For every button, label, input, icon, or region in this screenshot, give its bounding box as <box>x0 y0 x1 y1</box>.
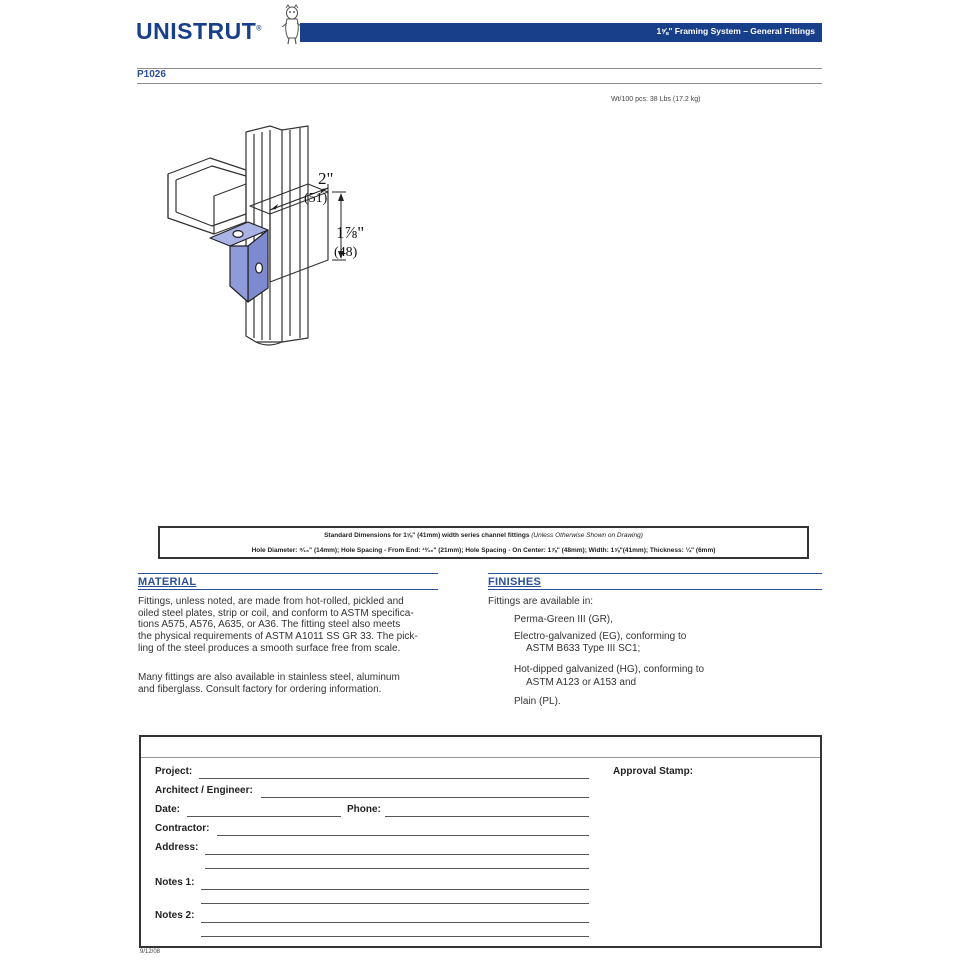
material-paragraph-2 <box>138 672 400 695</box>
address-label: Address: <box>155 842 199 853</box>
part-number: P1026 <box>137 69 166 80</box>
divider-top <box>137 68 822 69</box>
material-heading: MATERIAL <box>138 576 197 588</box>
header-bar <box>300 23 822 42</box>
standard-dimensions-title: Standard Dimensions for 1⅝" (41mm) width series channel fittings <box>324 532 530 539</box>
material-line: Fittings, unless noted, are made from hot-rolled, pickled and <box>138 596 404 607</box>
logo-registered-mark: ® <box>256 25 262 33</box>
logo-text: UNISTRUT <box>136 18 257 44</box>
finish-item: ASTM B633 Type III SC1; <box>526 643 641 654</box>
dim-height-mm: (48) <box>334 245 358 260</box>
architect-field[interactable] <box>261 797 589 798</box>
part-weight: Wt/100 pcs: 38 Lbs (17.2 kg) <box>611 96 701 103</box>
material-line: Many fittings are also available in stainless steel, aluminum <box>138 672 400 683</box>
material-rule-bottom <box>138 589 438 590</box>
dim-width-mm: (51) <box>304 191 328 206</box>
notes-1-field[interactable] <box>201 889 589 890</box>
material-line: tions A575, A576, A635, or A36. The fitting steel also meets <box>138 619 401 631</box>
address-field[interactable] <box>205 854 589 855</box>
date-label: Date: <box>155 804 181 815</box>
material-line: the physical requirements of ASTM A1011 SS GR 33. The pick- <box>138 631 418 643</box>
finish-item: Electro-galvanized (EG), conforming to <box>514 631 687 642</box>
phone-field[interactable] <box>385 816 589 817</box>
contractor-field[interactable] <box>217 835 589 836</box>
standard-dimensions-values: Hole Diameter: ⁹⁄₁₆" (14mm); Hole Spacing - From End: ¹³⁄₁₆" (21mm); Hole Spacing - On Center: 1⅞" (48mm); Width: 1⅝"(41mm); Thickness: ¼" (6mm) <box>251 547 716 554</box>
divider-part <box>137 83 822 84</box>
architect-label: Architect / Engineer: <box>155 785 253 796</box>
material-line: ling of the steel produces a smooth surface free from scale. <box>138 642 401 654</box>
material-paragraph-1 <box>138 596 418 655</box>
finish-item: Perma-Green III (GR), <box>514 614 613 625</box>
material-line: oiled steel plates, strip or coil, and conform to ASTM specifica- <box>138 607 414 619</box>
finishes-rule-bottom <box>488 589 822 590</box>
project-label: Project: <box>155 766 193 777</box>
finish-item: ASTM A123 or A153 and <box>526 677 637 688</box>
notes-2-field-line-2[interactable] <box>201 936 589 937</box>
notes-2-field[interactable] <box>201 922 589 923</box>
standard-dimensions-box <box>158 526 809 559</box>
dim-width-inch: 2" <box>318 169 334 188</box>
standard-dimensions-note: (Unless Otherwise Shown on Drawing) <box>531 532 643 539</box>
contractor-label: Contractor: <box>155 823 210 834</box>
finishes-heading: FINISHES <box>488 576 542 588</box>
finish-item: Plain (PL). <box>514 696 561 707</box>
date-field[interactable] <box>187 816 341 817</box>
notes-1-field-line-2[interactable] <box>201 903 589 904</box>
finish-item: Hot-dipped galvanized (HG), conforming to <box>514 664 705 675</box>
fitting-drawing <box>150 110 410 360</box>
project-field[interactable] <box>199 778 589 779</box>
material-line: and fiberglass. Consult factory for ordering information. <box>138 683 382 695</box>
notes-1-label: Notes 1: <box>155 877 195 888</box>
revision-date: 9/12/08 <box>140 949 161 955</box>
material-rule <box>138 573 438 574</box>
finishes-rule <box>488 573 822 574</box>
header-title: 1⅝" Framing System – General Fittings <box>656 26 815 36</box>
form-top-rule <box>141 757 820 758</box>
submittal-form <box>139 735 822 948</box>
dim-height-inch: 1⅞" <box>336 223 365 242</box>
address-field-line-2[interactable] <box>205 868 589 869</box>
phone-label: Phone: <box>347 804 381 815</box>
notes-2-label: Notes 2: <box>155 910 195 921</box>
finishes-intro: Fittings are available in: <box>488 596 594 607</box>
approval-stamp-label: Approval Stamp: <box>613 766 694 777</box>
